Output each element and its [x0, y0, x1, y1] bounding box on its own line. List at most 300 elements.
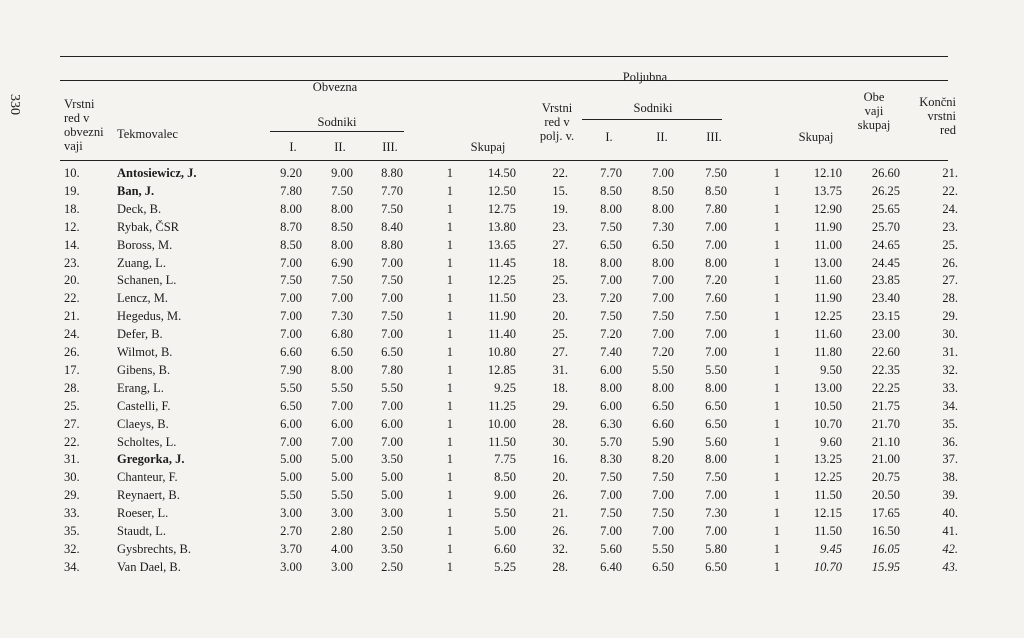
cell-obvezna-skupaj: 5.50	[494, 506, 516, 521]
cell-obvezna-judge-2: 7.50	[331, 273, 353, 288]
table-row	[0, 397, 1024, 415]
cell-obvezna-judge-2: 7.30	[331, 309, 353, 324]
cell-poljubna-count: 1	[773, 488, 780, 503]
cell-obvezna-rank: 27.	[64, 416, 80, 431]
cell-obvezna-judge-3: 5.00	[381, 470, 403, 485]
cell-obvezna-judge-1: 6.60	[280, 345, 302, 359]
cell-obvezna-count: 1	[446, 524, 453, 538]
cell-poljubna-judge-3: 7.00	[705, 524, 727, 538]
cell-obvezna-skupaj: 11.45	[488, 255, 516, 270]
cell-competitor-name: Van Dael, B.	[117, 559, 181, 574]
cell-poljubna-rank: 20.	[552, 470, 568, 485]
cell-obe-vaji-skupaj: 16.50	[871, 524, 900, 538]
cell-poljubna-skupaj: 11.00	[814, 237, 842, 252]
cell-koncni-red: 32.	[942, 362, 958, 377]
cell-poljubna-skupaj: 12.15	[813, 506, 842, 521]
cell-koncni-red: 27.	[942, 273, 958, 288]
cell-poljubna-judge-1: 6.50	[600, 237, 622, 252]
cell-obvezna-judge-3: 5.50	[381, 380, 403, 395]
cell-poljubna-count: 1	[773, 345, 780, 359]
cell-obvezna-judge-1: 3.70	[280, 541, 302, 556]
cell-poljubna-judge-1: 7.50	[600, 309, 622, 324]
table-row	[0, 307, 1024, 325]
cell-poljubna-count: 1	[773, 237, 780, 252]
cell-poljubna-judge-1: 6.40	[600, 559, 622, 574]
poljubna-sodniki-rule	[582, 119, 722, 120]
cell-obvezna-judge-1: 7.90	[280, 362, 302, 377]
cell-poljubna-count: 1	[773, 201, 780, 216]
cell-obvezna-judge-1: 8.00	[280, 201, 302, 216]
cell-obe-vaji-skupaj: 20.50	[871, 488, 900, 503]
cell-poljubna-judge-3: 6.50	[705, 416, 727, 431]
cell-competitor-name: Gibens, B.	[117, 362, 171, 377]
cell-koncni-red: 24.	[942, 201, 958, 216]
cell-obe-vaji-skupaj: 21.75	[871, 398, 900, 413]
cell-obvezna-judge-1: 6.00	[280, 416, 302, 431]
cell-obvezna-rank: 18.	[64, 201, 80, 216]
cell-poljubna-count: 1	[773, 273, 780, 288]
cell-koncni-red: 25.	[942, 237, 958, 252]
cell-poljubna-count: 1	[773, 309, 780, 324]
cell-poljubna-judge-2: 7.30	[652, 219, 674, 234]
cell-poljubna-judge-2: 8.00	[652, 201, 674, 216]
cell-poljubna-skupaj: 13.00	[813, 380, 842, 395]
table-row	[0, 289, 1024, 307]
cell-competitor-name: Lencz, M.	[117, 291, 169, 306]
cell-obvezna-judge-3: 8.80	[381, 237, 403, 252]
cell-poljubna-judge-3: 8.00	[705, 452, 727, 467]
cell-obvezna-rank: 33.	[64, 506, 80, 521]
header-judge-3-poljubna: III.	[706, 130, 722, 144]
cell-obvezna-judge-1: 7.00	[280, 309, 302, 324]
cell-poljubna-count: 1	[773, 559, 780, 574]
cell-obe-vaji-skupaj: 20.75	[871, 470, 900, 485]
cell-obvezna-rank: 35.	[64, 524, 80, 538]
cell-poljubna-judge-2: 5.90	[652, 434, 674, 449]
cell-obvezna-count: 1	[446, 291, 453, 306]
cell-poljubna-count: 1	[773, 470, 780, 485]
cell-poljubna-judge-1: 8.30	[600, 452, 622, 467]
cell-koncni-red: 37.	[942, 452, 958, 467]
cell-poljubna-skupaj: 12.90	[813, 201, 842, 216]
cell-obvezna-skupaj: 11.25	[488, 398, 516, 413]
cell-poljubna-judge-2: 8.20	[652, 452, 674, 467]
cell-obvezna-rank: 17.	[64, 362, 80, 377]
cell-obvezna-count: 1	[446, 470, 453, 485]
cell-obvezna-skupaj: 8.50	[494, 470, 516, 485]
cell-poljubna-count: 1	[773, 524, 780, 538]
cell-poljubna-judge-3: 8.50	[705, 183, 727, 198]
table-row	[0, 218, 1024, 236]
table-row	[0, 343, 1024, 361]
cell-obvezna-skupaj: 11.90	[488, 309, 516, 324]
cell-poljubna-rank: 18.	[552, 255, 568, 270]
cell-obvezna-count: 1	[446, 398, 453, 413]
cell-obvezna-judge-2: 6.50	[331, 345, 353, 359]
cell-poljubna-rank: 27.	[552, 345, 568, 359]
cell-obvezna-skupaj: 11.40	[488, 327, 516, 342]
cell-obvezna-judge-1: 7.50	[280, 273, 302, 288]
cell-obvezna-judge-1: 5.00	[280, 470, 302, 485]
table-row	[0, 558, 1024, 576]
cell-poljubna-skupaj: 13.75	[813, 183, 842, 198]
cell-obvezna-judge-2: 6.80	[331, 327, 353, 342]
cell-obvezna-judge-1: 5.50	[280, 380, 302, 395]
header-vrstni-polj: Vrstni red v polj. v.	[539, 101, 575, 143]
column-header-rule	[60, 160, 948, 161]
cell-obe-vaji-skupaj: 17.65	[871, 506, 900, 521]
cell-obvezna-judge-2: 5.50	[331, 380, 353, 395]
cell-poljubna-judge-3: 7.30	[705, 506, 727, 521]
cell-obvezna-judge-2: 7.00	[331, 434, 353, 449]
cell-obvezna-skupaj: 9.25	[494, 380, 516, 395]
cell-competitor-name: Gysbrechts, B.	[117, 541, 191, 556]
cell-poljubna-judge-3: 7.80	[705, 201, 727, 216]
cell-poljubna-count: 1	[773, 416, 780, 431]
cell-poljubna-rank: 23.	[552, 219, 568, 234]
cell-obvezna-count: 1	[446, 166, 453, 180]
cell-competitor-name: Roeser, L.	[117, 506, 169, 521]
cell-poljubna-rank: 26.	[552, 524, 568, 538]
cell-obvezna-judge-2: 3.00	[331, 559, 353, 574]
cell-poljubna-skupaj: 12.10	[813, 166, 842, 180]
table-row	[0, 182, 1024, 200]
cell-poljubna-judge-1: 5.60	[600, 541, 622, 556]
cell-obe-vaji-skupaj: 25.70	[871, 219, 900, 234]
page-number: 330	[7, 94, 22, 115]
cell-poljubna-judge-3: 7.50	[705, 166, 727, 180]
cell-obe-vaji-skupaj: 22.60	[871, 345, 900, 359]
cell-obvezna-count: 1	[446, 309, 453, 324]
cell-koncni-red: 21.	[942, 166, 958, 180]
cell-poljubna-skupaj: 13.25	[813, 452, 842, 467]
cell-obvezna-skupaj: 13.65	[487, 237, 516, 252]
cell-poljubna-judge-1: 8.00	[600, 255, 622, 270]
cell-koncni-red: 35.	[942, 416, 958, 431]
cell-poljubna-judge-1: 7.20	[600, 327, 622, 342]
table-row	[0, 379, 1024, 397]
cell-poljubna-skupaj: 11.50	[814, 488, 842, 503]
cell-poljubna-judge-1: 8.50	[600, 183, 622, 198]
cell-poljubna-judge-1: 7.70	[600, 166, 622, 180]
cell-poljubna-skupaj: 10.70	[813, 416, 842, 431]
cell-obvezna-skupaj: 12.85	[487, 362, 516, 377]
cell-obe-vaji-skupaj: 22.25	[871, 380, 900, 395]
cell-poljubna-count: 1	[773, 541, 780, 556]
cell-poljubna-skupaj: 11.90	[814, 291, 842, 306]
cell-obvezna-judge-1: 8.50	[280, 237, 302, 252]
cell-obvezna-judge-3: 6.00	[381, 416, 403, 431]
cell-obe-vaji-skupaj: 21.70	[871, 416, 900, 431]
cell-koncni-red: 31.	[942, 345, 958, 359]
cell-koncni-red: 26.	[942, 255, 958, 270]
table-row	[0, 325, 1024, 343]
cell-obvezna-judge-3: 7.50	[381, 273, 403, 288]
cell-obvezna-judge-2: 9.00	[331, 166, 353, 180]
cell-poljubna-judge-2: 7.00	[652, 273, 674, 288]
cell-obvezna-rank: 26.	[64, 345, 80, 359]
cell-poljubna-count: 1	[773, 255, 780, 270]
cell-obvezna-count: 1	[446, 559, 453, 574]
cell-obvezna-judge-3: 7.50	[381, 201, 403, 216]
cell-poljubna-judge-2: 8.50	[652, 183, 674, 198]
cell-poljubna-skupaj: 13.00	[813, 255, 842, 270]
cell-obvezna-skupaj: 11.50	[488, 434, 516, 449]
cell-obvezna-skupaj: 7.75	[494, 452, 516, 467]
cell-obe-vaji-skupaj: 21.10	[871, 434, 900, 449]
cell-poljubna-judge-1: 8.00	[600, 380, 622, 395]
cell-obvezna-rank: 24.	[64, 327, 80, 342]
cell-obvezna-skupaj: 5.25	[494, 559, 516, 574]
cell-koncni-red: 40.	[942, 506, 958, 521]
cell-obvezna-judge-1: 6.50	[280, 398, 302, 413]
cell-koncni-red: 23.	[942, 219, 958, 234]
cell-obe-vaji-skupaj: 25.65	[871, 201, 900, 216]
cell-obvezna-count: 1	[446, 434, 453, 449]
header-judge-1-obvezna: I.	[289, 140, 297, 154]
header-obe-vaji: Obe vaji skupaj	[857, 90, 891, 132]
cell-poljubna-judge-3: 8.00	[705, 255, 727, 270]
cell-obvezna-judge-2: 5.00	[331, 452, 353, 467]
cell-poljubna-judge-1: 7.50	[600, 219, 622, 234]
cell-obvezna-judge-1: 7.00	[280, 291, 302, 306]
cell-poljubna-judge-2: 6.50	[652, 237, 674, 252]
cell-obvezna-rank: 20.	[64, 273, 80, 288]
cell-poljubna-judge-3: 7.50	[705, 470, 727, 485]
cell-obvezna-judge-3: 7.00	[381, 434, 403, 449]
header-skupaj-poljubna: Skupaj	[798, 130, 834, 144]
cell-competitor-name: Defer, B.	[117, 327, 163, 342]
cell-obvezna-judge-3: 7.00	[381, 291, 403, 306]
cell-obe-vaji-skupaj: 26.25	[871, 183, 900, 198]
cell-poljubna-rank: 28.	[552, 559, 568, 574]
cell-obvezna-judge-1: 9.20	[280, 166, 302, 180]
cell-obvezna-rank: 22.	[64, 291, 80, 306]
cell-koncni-red: 42.	[942, 541, 958, 556]
cell-obvezna-rank: 14.	[64, 237, 80, 252]
cell-poljubna-rank: 32.	[552, 541, 568, 556]
cell-obvezna-skupaj: 13.80	[487, 219, 516, 234]
cell-poljubna-rank: 23.	[552, 291, 568, 306]
cell-poljubna-rank: 21.	[552, 506, 568, 521]
cell-poljubna-judge-1: 7.40	[600, 345, 622, 359]
table-row	[0, 200, 1024, 218]
header-sodniki-obvezna: Sodniki	[317, 115, 357, 129]
cell-poljubna-judge-1: 7.00	[600, 524, 622, 538]
cell-poljubna-judge-1: 7.50	[600, 470, 622, 485]
header-judge-2-poljubna: II.	[656, 130, 668, 144]
cell-koncni-red: 36.	[942, 434, 958, 449]
header-obvezna: Obvezna	[312, 80, 358, 94]
cell-competitor-name: Erang, L.	[117, 380, 164, 395]
cell-obvezna-count: 1	[446, 255, 453, 270]
cell-poljubna-judge-3: 7.60	[705, 291, 727, 306]
cell-poljubna-count: 1	[773, 183, 780, 198]
table-row	[0, 271, 1024, 289]
cell-poljubna-judge-2: 8.00	[652, 255, 674, 270]
cell-poljubna-rank: 15.	[552, 183, 568, 198]
cell-poljubna-rank: 29.	[552, 398, 568, 413]
cell-poljubna-count: 1	[773, 452, 780, 467]
header-poljubna: Poljubna	[622, 70, 668, 84]
cell-competitor-name: Castelli, F.	[117, 398, 171, 413]
cell-obvezna-count: 1	[446, 327, 453, 342]
header-judge-2-obvezna: II.	[334, 140, 346, 154]
cell-obvezna-count: 1	[446, 237, 453, 252]
cell-poljubna-judge-3: 7.00	[705, 237, 727, 252]
cell-poljubna-count: 1	[773, 327, 780, 342]
cell-competitor-name: Rybak, ČSR	[117, 219, 180, 234]
table-row	[0, 504, 1024, 522]
cell-obvezna-rank: 21.	[64, 309, 80, 324]
cell-obvezna-rank: 23.	[64, 255, 80, 270]
cell-competitor-name: Ban, J.	[117, 183, 155, 198]
cell-obvezna-skupaj: 9.00	[494, 488, 516, 503]
cell-poljubna-count: 1	[773, 219, 780, 234]
cell-obvezna-judge-3: 2.50	[381, 559, 403, 574]
cell-obvezna-judge-3: 7.80	[381, 362, 403, 377]
cell-poljubna-judge-2: 5.50	[652, 362, 674, 377]
cell-poljubna-judge-2: 7.50	[652, 470, 674, 485]
cell-poljubna-judge-2: 7.00	[652, 327, 674, 342]
cell-poljubna-judge-2: 7.50	[652, 309, 674, 324]
cell-poljubna-judge-2: 7.00	[652, 291, 674, 306]
cell-poljubna-judge-1: 7.20	[600, 291, 622, 306]
cell-koncni-red: 33.	[942, 380, 958, 395]
cell-obvezna-rank: 31.	[64, 452, 80, 467]
cell-poljubna-count: 1	[773, 434, 780, 449]
cell-koncni-red: 22.	[942, 183, 958, 198]
cell-obvezna-rank: 29.	[64, 488, 80, 503]
cell-poljubna-judge-1: 6.30	[600, 416, 622, 431]
cell-obe-vaji-skupaj: 15.95	[871, 559, 900, 574]
cell-koncni-red: 39.	[942, 488, 958, 503]
cell-poljubna-judge-2: 7.50	[652, 506, 674, 521]
cell-poljubna-judge-3: 5.80	[705, 541, 727, 556]
cell-poljubna-rank: 30.	[552, 434, 568, 449]
cell-poljubna-judge-1: 5.70	[600, 434, 622, 449]
cell-poljubna-judge-1: 6.00	[600, 362, 622, 377]
cell-poljubna-count: 1	[773, 398, 780, 413]
table-row	[0, 433, 1024, 451]
cell-koncni-red: 30.	[942, 327, 958, 342]
cell-poljubna-judge-3: 5.60	[705, 434, 727, 449]
cell-koncni-red: 38.	[942, 470, 958, 485]
cell-obvezna-judge-3: 2.50	[381, 524, 403, 538]
cell-poljubna-rank: 16.	[552, 452, 568, 467]
cell-obvezna-judge-2: 8.00	[331, 237, 353, 252]
cell-koncni-red: 29.	[942, 309, 958, 324]
header-judge-3-obvezna: III.	[382, 140, 398, 154]
cell-poljubna-judge-2: 7.00	[652, 166, 674, 180]
cell-poljubna-judge-2: 7.00	[652, 488, 674, 503]
header-sodniki-poljubna: Sodniki	[633, 101, 673, 115]
cell-competitor-name: Staudt, L.	[117, 524, 166, 538]
cell-obvezna-judge-1: 7.00	[280, 255, 302, 270]
cell-poljubna-judge-3: 7.00	[705, 345, 727, 359]
cell-obvezna-judge-1: 5.00	[280, 452, 302, 467]
cell-obvezna-judge-3: 7.00	[381, 398, 403, 413]
cell-poljubna-judge-3: 7.00	[705, 219, 727, 234]
cell-obvezna-judge-2: 4.00	[331, 541, 353, 556]
cell-poljubna-judge-2: 6.50	[652, 559, 674, 574]
cell-obvezna-skupaj: 11.50	[488, 291, 516, 306]
cell-obe-vaji-skupaj: 24.65	[871, 237, 900, 252]
cell-obvezna-judge-2: 8.50	[331, 219, 353, 234]
cell-poljubna-skupaj: 10.50	[813, 398, 842, 413]
cell-poljubna-judge-2: 5.50	[652, 541, 674, 556]
cell-obe-vaji-skupaj: 26.60	[871, 166, 900, 180]
cell-obvezna-skupaj: 12.50	[487, 183, 516, 198]
cell-obvezna-judge-3: 6.50	[381, 345, 403, 359]
cell-poljubna-judge-1: 6.00	[600, 398, 622, 413]
cell-competitor-name: Reynaert, B.	[117, 488, 180, 503]
cell-obvezna-rank: 22.	[64, 434, 80, 449]
cell-koncni-red: 34.	[942, 398, 958, 413]
cell-poljubna-count: 1	[773, 380, 780, 395]
cell-obvezna-rank: 34.	[64, 559, 80, 574]
cell-obvezna-judge-2: 6.90	[331, 255, 353, 270]
table-row	[0, 254, 1024, 272]
cell-poljubna-skupaj: 11.60	[814, 327, 842, 342]
cell-obvezna-count: 1	[446, 541, 453, 556]
cell-obe-vaji-skupaj: 23.85	[871, 273, 900, 288]
cell-poljubna-judge-3: 5.50	[705, 362, 727, 377]
cell-obvezna-judge-2: 6.00	[331, 416, 353, 431]
cell-obvezna-judge-3: 8.80	[381, 166, 403, 180]
cell-obvezna-skupaj: 5.00	[494, 524, 516, 538]
cell-poljubna-rank: 22.	[552, 166, 568, 180]
header-judge-1-poljubna: I.	[605, 130, 613, 144]
cell-obvezna-rank: 12.	[64, 219, 80, 234]
cell-obvezna-rank: 25.	[64, 398, 80, 413]
cell-koncni-red: 41.	[942, 524, 958, 538]
cell-obvezna-count: 1	[446, 219, 453, 234]
cell-poljubna-judge-2: 8.00	[652, 380, 674, 395]
cell-obvezna-judge-3: 7.70	[381, 183, 403, 198]
table-row	[0, 468, 1024, 486]
cell-obvezna-judge-3: 5.00	[381, 488, 403, 503]
cell-poljubna-judge-2: 7.00	[652, 524, 674, 538]
cell-competitor-name: Scholtes, L.	[117, 434, 177, 449]
cell-obvezna-judge-2: 8.00	[331, 362, 353, 377]
cell-poljubna-judge-2: 6.50	[652, 398, 674, 413]
cell-obe-vaji-skupaj: 23.40	[871, 291, 900, 306]
cell-poljubna-judge-1: 7.50	[600, 506, 622, 521]
cell-poljubna-rank: 28.	[552, 416, 568, 431]
cell-competitor-name: Wilmot, B.	[117, 345, 173, 359]
cell-poljubna-skupaj: 11.60	[814, 273, 842, 288]
cell-poljubna-count: 1	[773, 166, 780, 180]
cell-poljubna-count: 1	[773, 506, 780, 521]
cell-poljubna-skupaj: 9.50	[820, 362, 842, 377]
cell-koncni-red: 28.	[942, 291, 958, 306]
cell-poljubna-judge-1: 8.00	[600, 201, 622, 216]
cell-obvezna-judge-3: 3.50	[381, 541, 403, 556]
header-tekmovalec: Tekmovalec	[117, 127, 178, 141]
cell-obe-vaji-skupaj: 21.00	[871, 452, 900, 467]
cell-obvezna-judge-2: 2.80	[331, 524, 353, 538]
cell-poljubna-judge-3: 7.00	[705, 488, 727, 503]
cell-poljubna-judge-2: 6.60	[652, 416, 674, 431]
cell-poljubna-skupaj: 11.80	[814, 345, 842, 359]
cell-poljubna-rank: 27.	[552, 237, 568, 252]
cell-obvezna-judge-1: 8.70	[280, 219, 302, 234]
cell-poljubna-judge-3: 6.50	[705, 559, 727, 574]
cell-obvezna-rank: 32.	[64, 541, 80, 556]
cell-poljubna-skupaj: 12.25	[813, 470, 842, 485]
cell-obvezna-judge-2: 7.00	[331, 398, 353, 413]
